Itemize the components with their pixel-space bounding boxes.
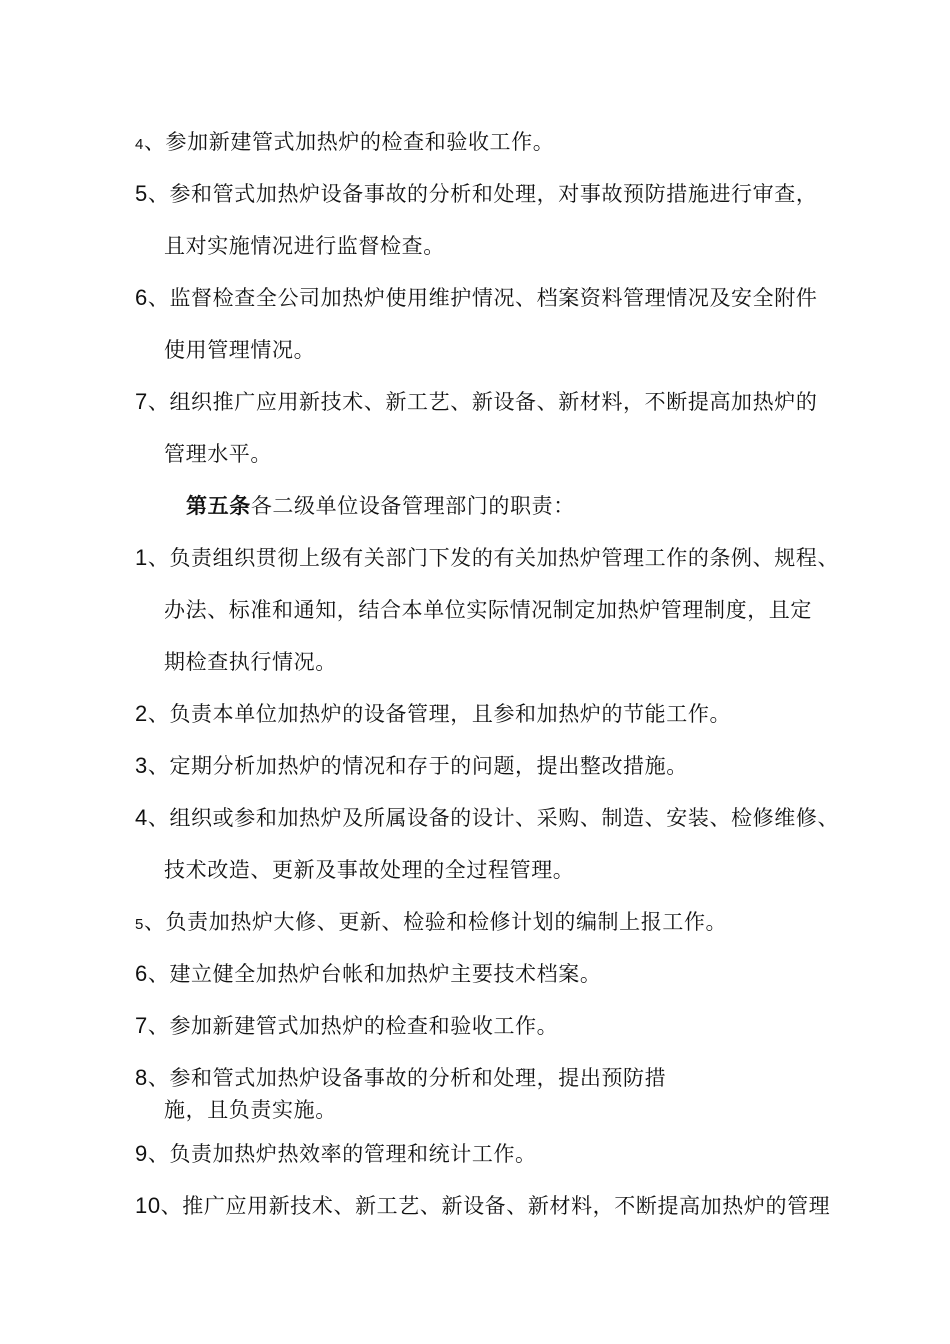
unit-duty-item-5 [135,907,727,940]
duty-item-5 [135,179,817,209]
item-text: 、组织或参和加热炉及所属设备的设计、采购、制造、安装、检修维修、 [147,806,840,830]
article-text: 各二级单位设备管理部门的职责： [250,494,575,518]
item-text: 期检查执行情况。 [164,650,337,674]
unit-duty-item-3 [135,751,688,781]
item-number: 6 [135,285,148,310]
item-text: 、负责本单位加热炉的设备管理，且参和加热炉的节能工作。 [147,702,732,726]
item-number: 8 [135,1065,148,1090]
item-text: 、组织推广应用新技术、新工艺、新设备、新材料，不断提高加热炉的 [147,390,818,414]
item-text: 且对实施情况进行监督检查。 [164,234,445,258]
item-text: 、参加新建管式加热炉的检查和验收工作。 [147,1014,559,1038]
unit-duty-item-8 [135,1063,666,1093]
unit-duty-item-4 [135,803,839,833]
unit-duty-item-1 [135,543,839,573]
item-number: 6 [135,961,148,986]
item-text: 、推广应用新技术、新工艺、新设备、新材料，不断提高加热炉的管理 [160,1194,831,1218]
item-text: 施，且负责实施。 [164,1098,337,1122]
item-number: 1 [135,545,148,570]
item-number: 9 [135,1141,148,1166]
unit-duty-item-2 [135,699,731,729]
item-number: 10 [135,1193,161,1218]
item-text: 使用管理情况。 [164,338,316,362]
duty-item-6 [135,283,817,313]
item-number: 4 [135,805,148,830]
unit-duty-item-1-continuation-2 [164,647,337,677]
item-text: 、负责加热炉大修、更新、检验和检修计划的编制上报工作。 [143,910,728,934]
item-text: 办法、标准和通知，结合本单位实际情况制定加热炉管理制度，且定 [164,598,812,622]
item-number: 7 [135,389,148,414]
item-text: 、负责加热炉热效率的管理和统计工作。 [147,1142,537,1166]
item-text: 、参和管式加热炉设备事故的分析和处理，对事故预防措施进行审查， [147,182,818,206]
item-text: 、负责组织贯彻上级有关部门下发的有关加热炉管理工作的条例、规程、 [147,546,840,570]
item-number: 7 [135,1013,148,1038]
item-text: 、监督检查全公司加热炉使用维护情况、档案资料管理情况及安全附件 [147,286,818,310]
item-text: 管理水平。 [164,442,272,466]
unit-duty-item-4-continuation [164,855,574,885]
item-number: 2 [135,701,148,726]
duty-item-6-continuation [164,335,315,365]
item-text: 、定期分析加热炉的情况和存于的问题，提出整改措施。 [147,754,688,778]
item-text: 、建立健全加热炉台帐和加热炉主要技术档案。 [147,962,602,986]
item-text: 、参加新建管式加热炉的检查和验收工作。 [143,130,555,154]
item-number: 4 [135,136,144,153]
item-text: 、参和管式加热炉设备事故的分析和处理，提出预防措 [147,1066,667,1090]
item-number: 5 [135,181,148,206]
item-text: 技术改造、更新及事故处理的全过程管理。 [164,858,575,882]
unit-duty-item-8-continuation [164,1095,337,1125]
duty-item-5-continuation [164,231,445,261]
unit-duty-item-7 [135,1011,558,1041]
duty-item-4 [135,127,554,160]
item-number: 5 [135,916,144,933]
article-label: 第五条 [186,494,251,518]
unit-duty-item-9 [135,1139,537,1169]
unit-duty-item-10 [135,1191,830,1221]
item-number: 3 [135,753,148,778]
duty-item-7 [135,387,817,417]
unit-duty-item-1-continuation [164,595,812,625]
article-heading [186,491,575,521]
unit-duty-item-6 [135,959,601,989]
duty-item-7-continuation [164,439,272,469]
